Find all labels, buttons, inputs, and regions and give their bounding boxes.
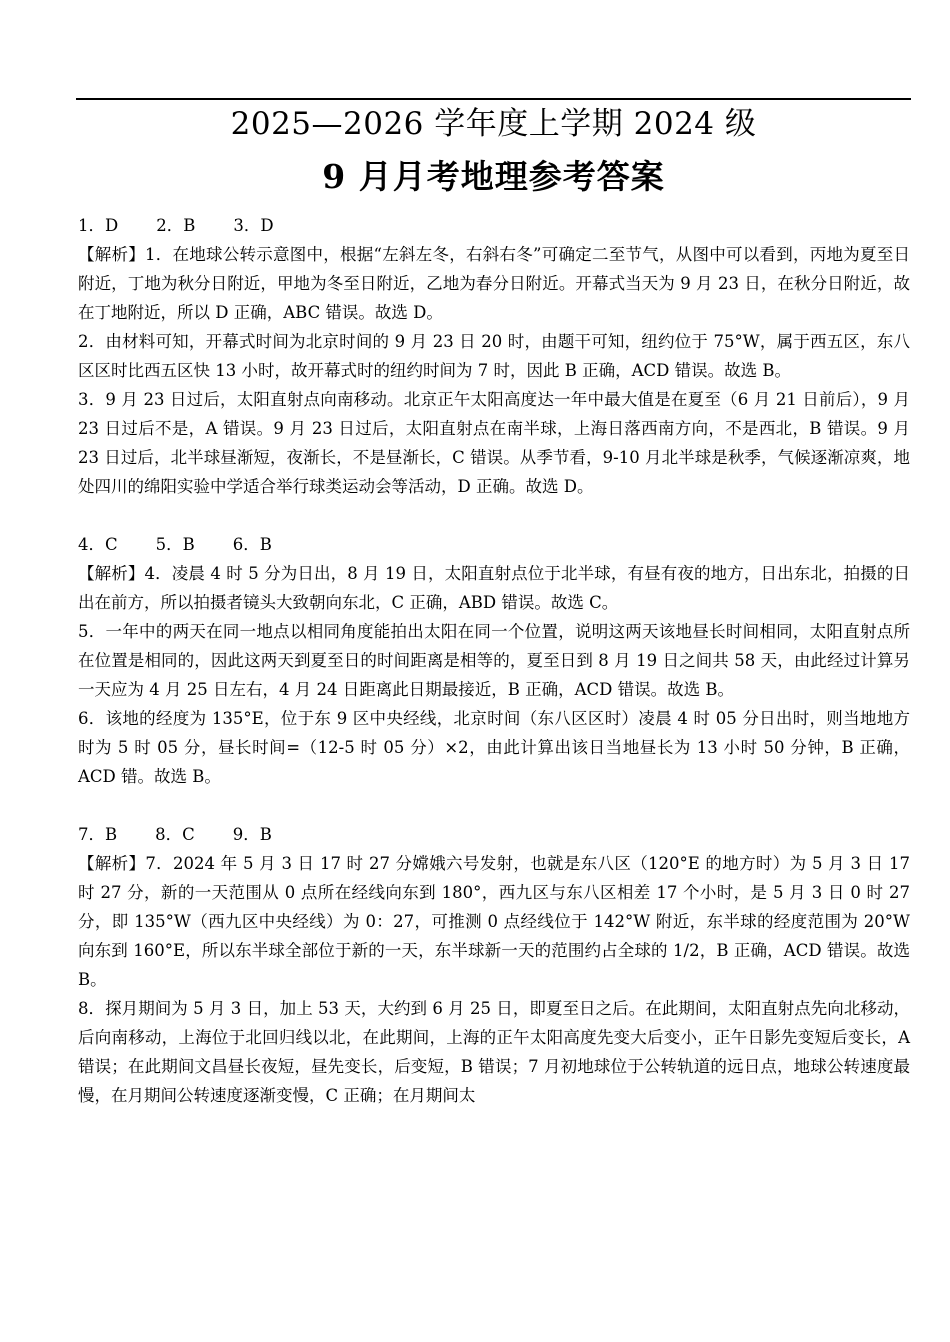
explanation-paragraph: 6．该地的经度为 135°E，位于东 9 区中央经线，北京时间（东八区区时）凌晨 4 时 05 分日出时，则当地地方时为 5 时 05 分，昼长时间=（12-5 时 05 分）×2，由此计算出该日当地昼长为 13 小时 50 分钟，B 正确，ACD 错。故选 B。: [78, 709, 910, 786]
explanation-paragraph: 【解析】4．凌晨 4 时 5 分为日出，8 月 19 日，太阳直射点位于北半球，有昼有夜的地方，日出东北，拍摄的日出在前方，所以拍摄者镜头大致朝向东北，C 正确，ABD 错误。故选 C。: [78, 564, 910, 612]
answer-item: 5．B: [155, 535, 195, 554]
explanation-paragraph: 3．9 月 23 日过后，太阳直射点向南移动。北京正午太阳高度达一年中最大值是在夏至（6 月 21 日前后），9 月 23 日过后不是，A 错误。9 月 23 日过后，太阳直射点在南半球，上海日落西南方向，不是西北，B 错误。9 月 23 日过后，北半球昼渐短，夜渐长，不是昼渐长，C 错误。从季节看，9-10 月北半球是秋季，气候逐渐凉爽，地处四川的绵阳实验中学适合举行球类运动会等活动，D 正确。故选 D。: [78, 390, 910, 496]
answer-item: 1．D: [78, 216, 119, 235]
answer-content: [78, 211, 910, 1110]
answer-item: 6．B: [232, 535, 272, 554]
answer-item: 2．B: [156, 216, 196, 235]
document-subtitle: 9 月月考地理参考答案: [322, 157, 665, 196]
header-rule: [76, 98, 911, 100]
answer-group-2: [78, 530, 910, 791]
document-title: 2025—2026 学年度上学期 2024 级: [230, 106, 757, 142]
answer-group-1: [78, 211, 910, 501]
explanation-paragraph: 8．探月期间为 5 月 3 日，加上 53 天，大约到 6 月 25 日，即夏至日之后。在此期间，太阳直射点先向北移动，后向南移动，上海位于北回归线以北，在此期间，上海的正午太阳高度先变大后变小，正午日影先变短后变长，A 错误；在此期间文昌昼长夜短，昼先变长，后变短，B 错误；7 月初地球位于公转轨道的远日点，地球公转速度最慢，在月期间公转速度逐渐变慢，C 正确；在月期间太: [78, 999, 910, 1105]
answer-key-line: [78, 820, 910, 849]
answer-item: 7．B: [78, 825, 118, 844]
explanation-paragraph: 【解析】1．在地球公转示意图中，根据“左斜左冬，右斜右冬”可确定二至节气，从图中可以看到，丙地为夏至日附近，丁地为秋分日附近，甲地为冬至日附近，乙地为春分日附近。开幕式当天为 9 月 23 日，在秋分日附近，故在丁地附近，所以 D 正确，ABC 错误。故选 D。: [78, 245, 910, 322]
explanation-paragraph: 5．一年中的两天在同一地点以相同角度能拍出太阳在同一个位置，说明这两天该地昼长时间相同，太阳直射点所在位置是相同的，因此这两天到夏至日的时间距离是相等的，夏至日到 8 月 19 日之间共 58 天，由此经过计算另一天应为 4 月 25 日左右，4 月 24 日距离此日期最接近，B 正确，ACD 错误。故选 B。: [78, 622, 910, 699]
answer-item: 8．C: [155, 825, 195, 844]
answer-item: 3．D: [233, 216, 274, 235]
section-spacer: [78, 791, 910, 820]
answer-item: 9．B: [232, 825, 272, 844]
explanation-paragraph: 【解析】7．2024 年 5 月 3 日 17 时 27 分嫦娥六号发射，也就是东八区（120°E 的地方时）为 5 月 3 日 17 时 27 分，新的一天范围从 0 点所在经线向东到 180°，西九区与东八区相差 17 个小时，是 5 月 3 日 0 时 27 分，即 135°W（西九区中央经线）为 0：27，可推测 0 点经线位于 142°W 附近，东半球的经度范围为 20°W 向东到 160°E，所以东半球全部位于新的一天，东半球新一天的范围约占全球的 1/2，B 正确，ACD 错误。故选 B。: [78, 854, 910, 989]
explanation-paragraph: 2．由材料可知，开幕式时间为北京时间的 9 月 23 日 20 时，由题干可知，纽约位于 75°W，属于西五区，东八区区时比西五区快 13 小时，故开幕式时的纽约时间为 7 时，因此 B 正确，ACD 错误。故选 B。: [78, 332, 910, 380]
answer-key-line: [78, 211, 910, 240]
answer-key-line: [78, 530, 910, 559]
answer-group-3: [78, 820, 910, 1110]
section-spacer: [78, 501, 910, 530]
answer-item: 4．C: [78, 535, 118, 554]
